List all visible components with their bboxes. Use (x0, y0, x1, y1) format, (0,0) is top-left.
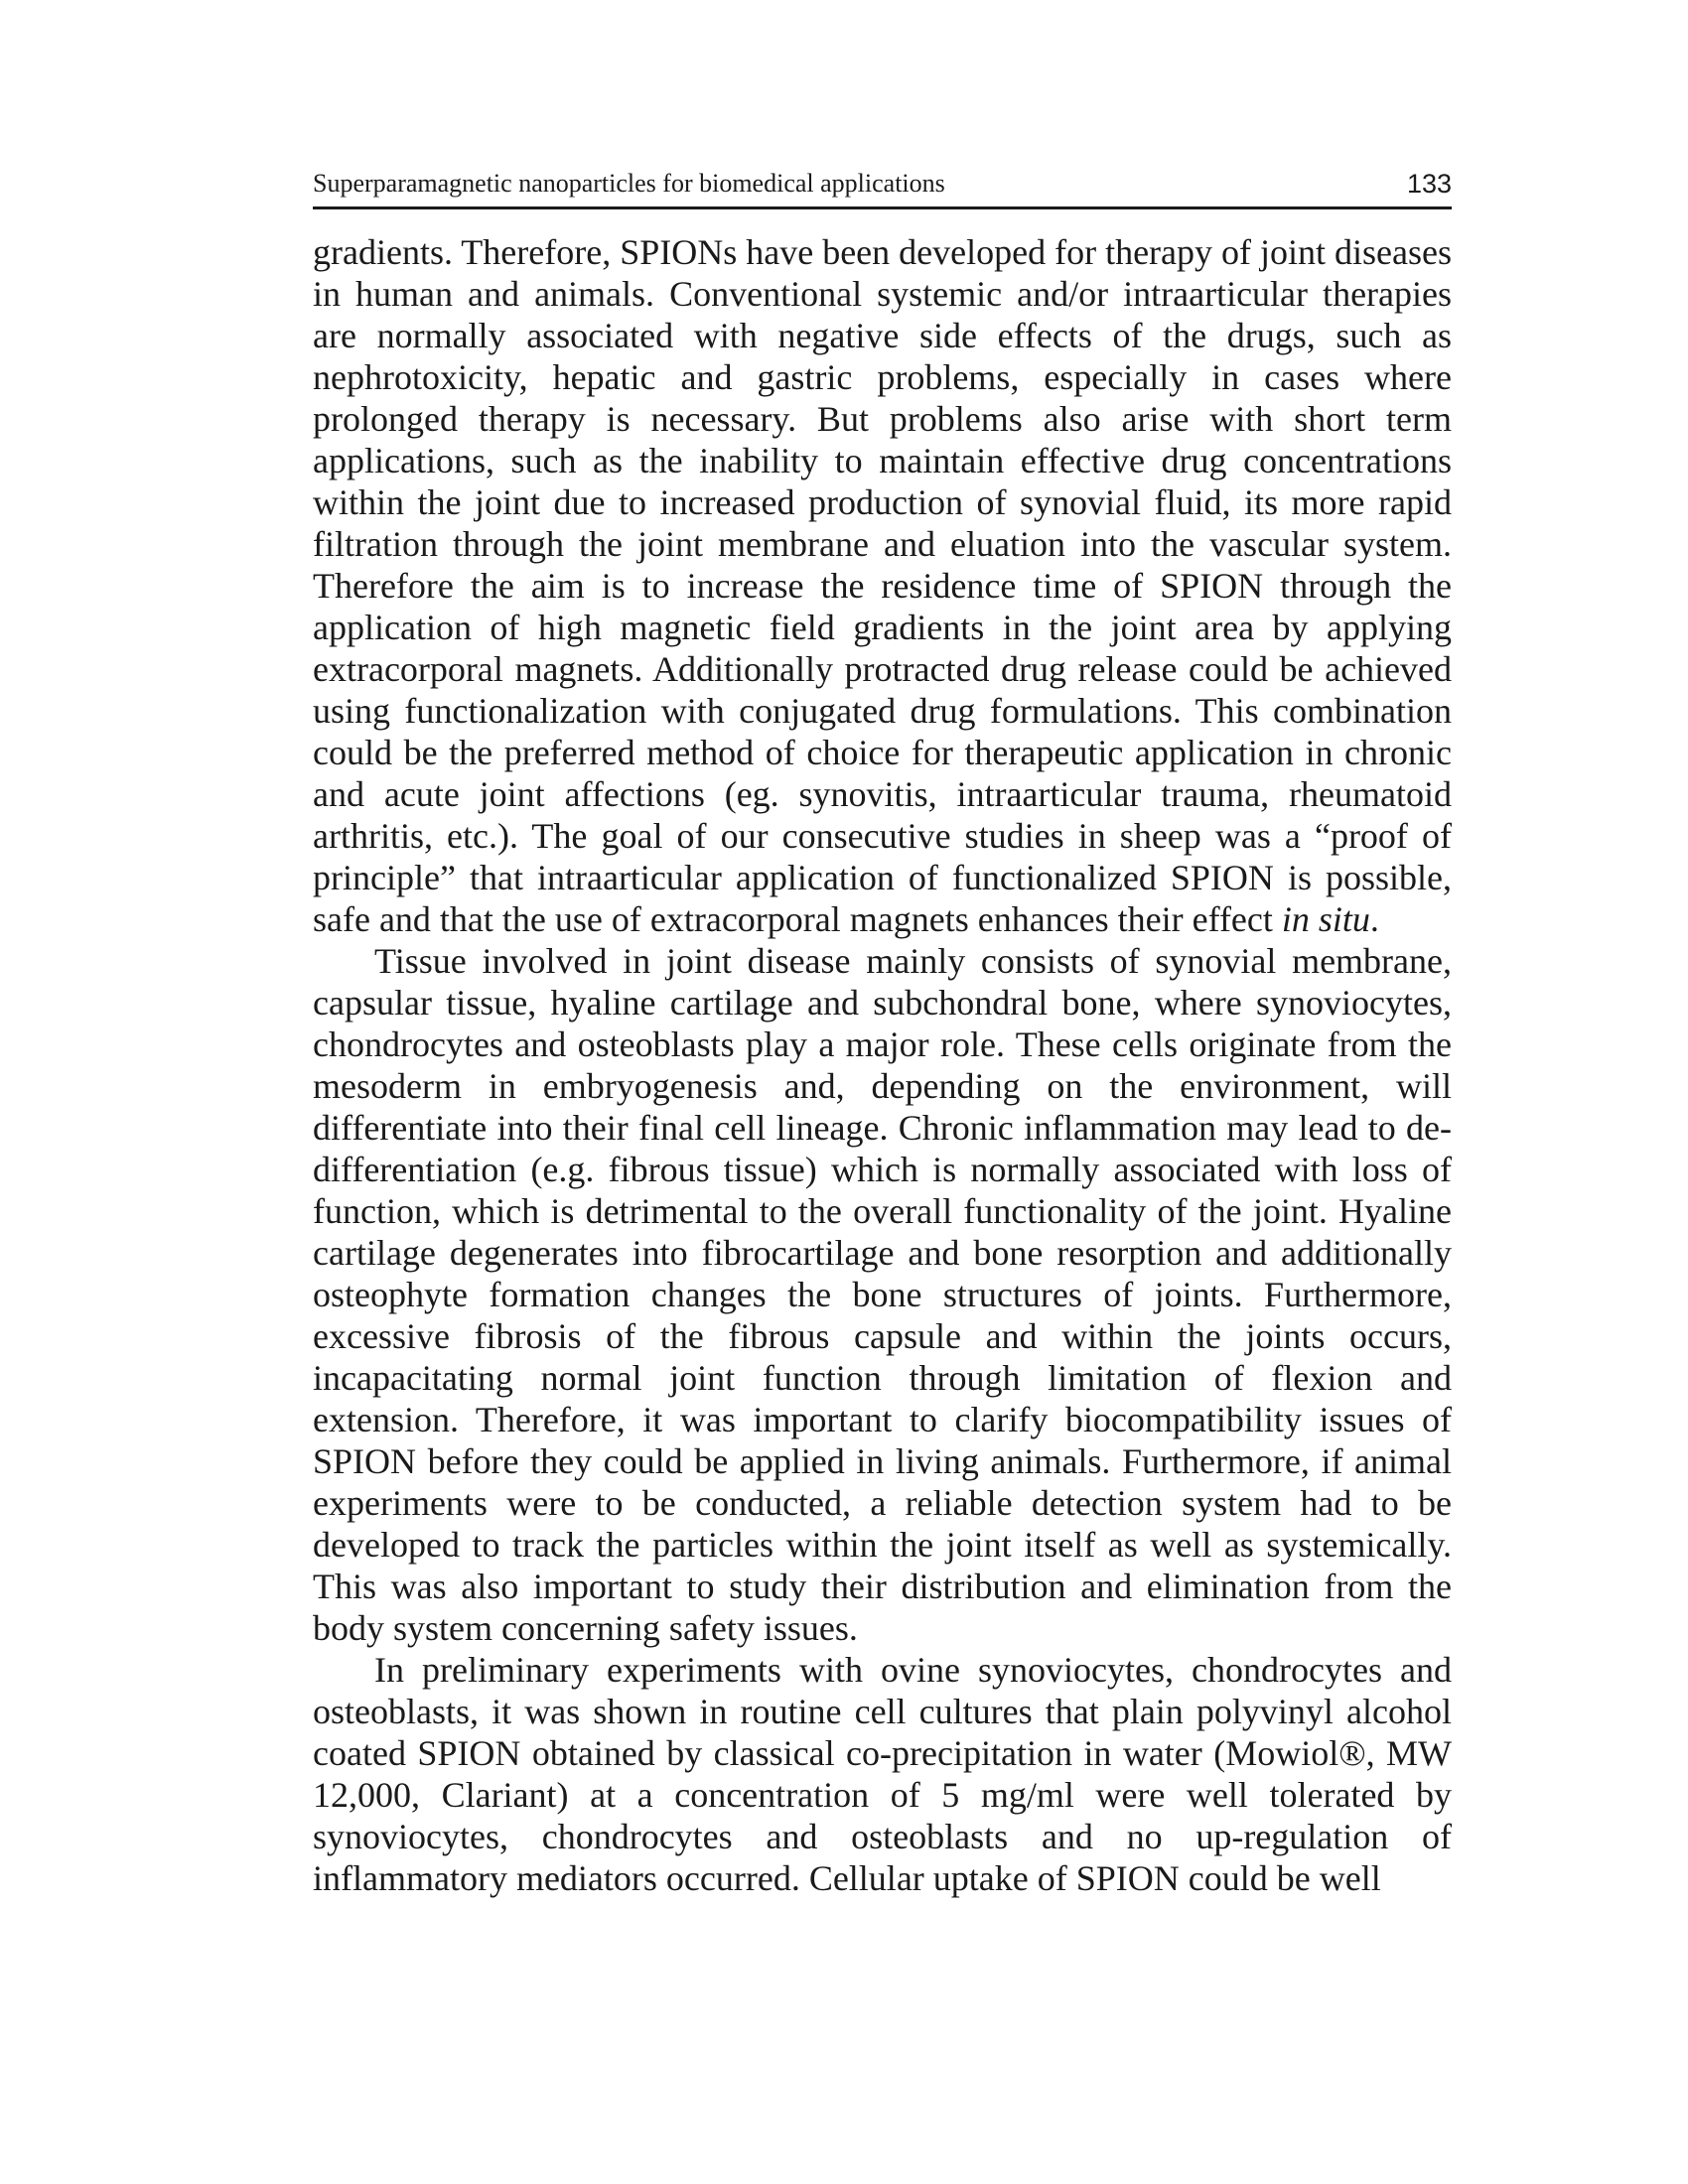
paragraph-3: In preliminary experiments with ovine synoviocytes, chondrocytes and osteoblasts, it was shown in routine cell cultures that plain polyvinyl alcohol coated SPION obtained by classical co-precipitation in water (Mowiol®, MW 12,000, Clariant) at a concentration of 5 mg/ml were well tolerated by synoviocytes, chondrocytes and osteoblasts and no up-regulation of inflammatory mediators occurred. Cellular uptake of SPION could be well (313, 1650, 1452, 1898)
italic-term: in situ (1281, 899, 1370, 939)
book-page (313, 159, 1452, 1899)
page-number: 133 (1406, 169, 1452, 199)
paragraph-1-text: gradients. Therefore, SPIONs have been developed for therapy of joint diseases in human and animals. Conventional systemic and/or intraarticular therapies are normally associated with negative side effects of the drugs, such as nephrotoxicity, hepatic and gastric problems, especially in cases where prolonged therapy is necessary. But problems also arise with short term applications, such as the inability to maintain effective drug concentrations within the joint due to increased production of synovial fluid, its more rapid filtration through the joint membrane and eluation into the vascular system. Therefore the aim is to increase the residence time of SPION through the application of high magnetic field gradients in the joint area by applying extracorporal magnets. Additionally protracted drug release could be achieved using functionalization with conjugated drug formulations. This combination could be the preferred method of choice for therapeutic application in chronic and acute joint affections (eg. synovitis, intraarticular trauma, rheumatoid arthritis, etc.). The goal of our consecutive studies in sheep was a “proof of principle” that intraarticular application of functionalized SPION is possible, safe and that the use of extracorporal magnets enhances their effect (313, 232, 1452, 939)
paragraph-2: Tissue involved in joint disease mainly consists of synovial membrane, capsular tissue, hyaline cartilage and subchondral bone, where synoviocytes, chondrocytes and osteoblasts play a major role. These cells originate from the mesoderm in embryogenesis and, depending on the environment, will differentiate into their final cell lineage. Chronic inflammation may lead to de-differentiation (e.g. fibrous tissue) which is normally associated with loss of function, which is detrimental to the overall functionality of the joint. Hyaline cartilage degenerates into fibrocartilage and bone resorption and additionally osteophyte formation changes the bone structures of joints. Furthermore, excessive fibrosis of the fibrous capsule and within the joints occurs, incapacitating normal joint function through limitation of flexion and extension. Therefore, it was important to clarify biocompatibility issues of SPION before they could be applied in living animals. Furthermore, if animal experiments were to be conducted, a reliable detection system had to be developed to track the particles within the joint itself as well as systemically. This was also important to study their distribution and elimination from the body system concerning safety issues. (313, 941, 1452, 1648)
running-title: Superparamagnetic nanoparticles for biomedical applications (313, 169, 945, 198)
paragraph-1 (313, 231, 1452, 940)
running-header (313, 159, 1452, 209)
body-text (313, 231, 1452, 1899)
paragraph-1-end: . (1369, 899, 1379, 939)
